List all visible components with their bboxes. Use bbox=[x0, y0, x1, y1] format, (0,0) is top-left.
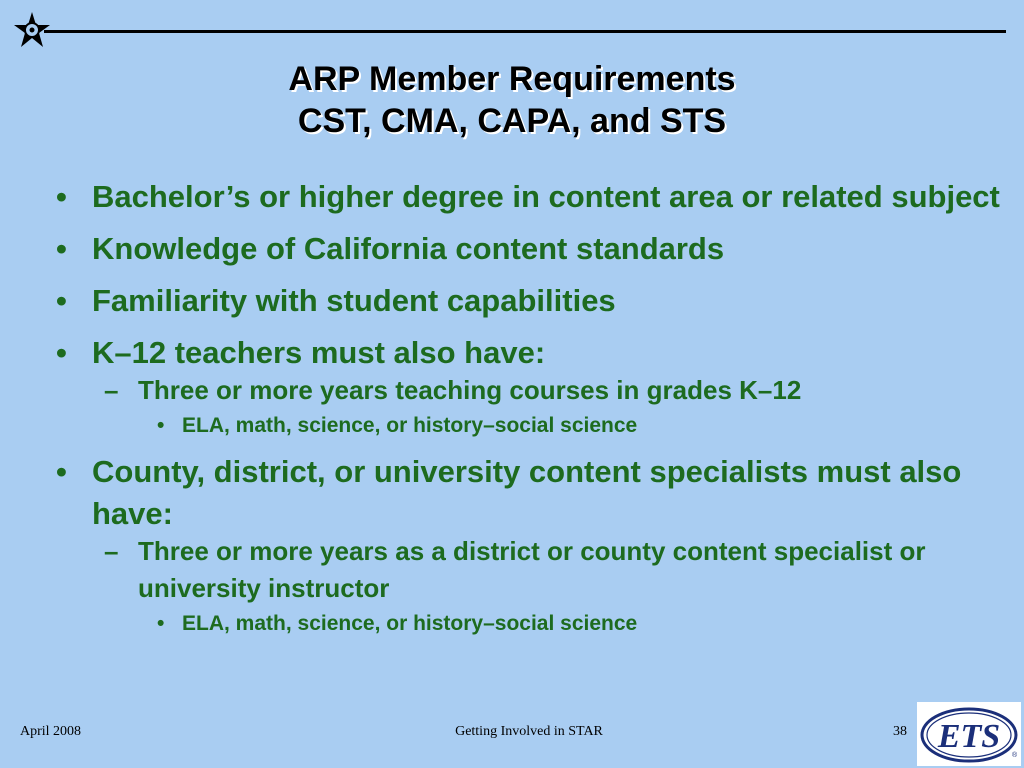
sub-sub-bullet-item bbox=[56, 609, 1018, 639]
sub-bullet-item bbox=[56, 533, 1018, 607]
sub-bullet-text: Three or more years as a district or county content specialist or university instructor bbox=[138, 536, 926, 603]
footer-title: Getting Involved in STAR bbox=[455, 724, 603, 739]
bullet-item bbox=[56, 332, 1018, 374]
bullet-text: K–12 teachers must also have: bbox=[92, 335, 546, 370]
header-rule bbox=[44, 30, 1006, 33]
ets-logo-text: ETS bbox=[937, 718, 1001, 755]
sub-sub-bullet-marker: • bbox=[157, 414, 165, 437]
bullet-marker: • bbox=[56, 231, 67, 266]
bullet-text: Bachelor’s or higher degree in content area or related subject bbox=[92, 179, 1000, 214]
bullet-text: Familiarity with student capabilities bbox=[92, 283, 616, 318]
sub-bullet-marker: – bbox=[104, 375, 119, 405]
footer-date: April 2008 bbox=[20, 724, 82, 739]
sub-sub-bullet-marker: • bbox=[157, 612, 165, 635]
sub-sub-bullet-text: ELA, math, science, or history–social science bbox=[182, 612, 638, 635]
bullet-text: Knowledge of California content standards bbox=[92, 231, 725, 266]
sub-sub-bullet-text: ELA, math, science, or history–social science bbox=[182, 414, 638, 437]
sub-bullet-item bbox=[56, 372, 1018, 409]
bullet-item bbox=[56, 451, 1018, 535]
bullet-item bbox=[56, 228, 1018, 270]
bullet-marker: • bbox=[56, 179, 67, 214]
bullet-item bbox=[56, 176, 1018, 218]
slide-title bbox=[0, 58, 1024, 142]
title-line-2: CST, CMA, CAPA, and STS bbox=[297, 102, 727, 140]
bullet-marker: • bbox=[56, 335, 67, 370]
bullet-list bbox=[56, 176, 1018, 649]
sub-sub-bullet-item bbox=[56, 411, 1018, 441]
bullet-marker: • bbox=[56, 283, 67, 318]
bullet-marker: • bbox=[56, 454, 67, 489]
ets-logo bbox=[917, 702, 1021, 766]
bullet-item bbox=[56, 280, 1018, 322]
svg-text:®: ® bbox=[1012, 752, 1018, 759]
title-line-1: ARP Member Requirements bbox=[288, 60, 736, 98]
page-number: 38 bbox=[893, 724, 907, 739]
bullet-text: County, district, or university content specialists must also have: bbox=[92, 454, 962, 531]
sub-bullet-marker: – bbox=[104, 536, 119, 566]
sub-bullet-text: Three or more years teaching courses in grades K–12 bbox=[138, 375, 802, 405]
